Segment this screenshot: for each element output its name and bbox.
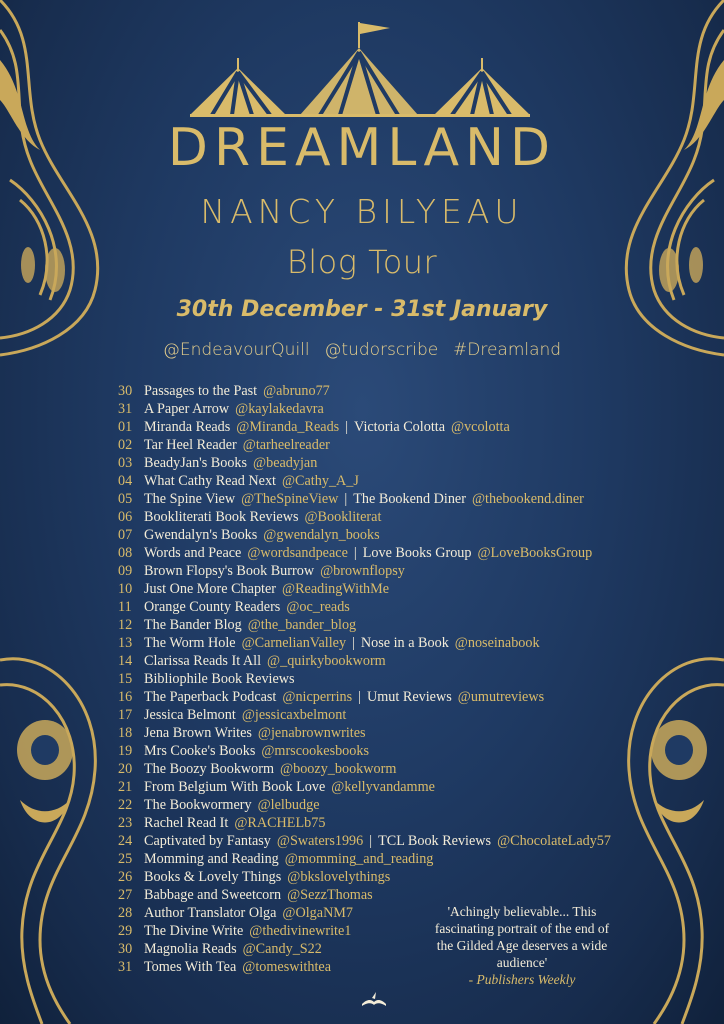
schedule-row [118,526,678,544]
schedule-row [118,850,678,868]
blog-name: The Spine View [144,491,236,507]
blog-handle: @boozy_bookworm [280,761,397,777]
schedule-day: 12 [118,617,133,633]
review-quote [432,903,612,988]
blog-handle: @mrscookesbooks [261,743,369,759]
schedule-day: 13 [118,635,133,651]
schedule-day: 09 [118,563,133,579]
schedule-day: 05 [118,491,133,507]
blog-handle: @oc_reads [286,599,350,615]
schedule-day: 28 [118,905,133,921]
blog-name: Bibliophile Book Reviews [144,671,295,687]
blog-handle: @lelbudge [257,797,320,813]
blog-name: What Cathy Read Next [144,473,276,489]
blog-name: The Bookend Diner [353,491,466,507]
blog-name: Gwendalyn's Books [144,527,258,543]
schedule-day: 20 [118,761,133,777]
schedule-day: 14 [118,653,133,669]
blog-name: BeadyJan's Books [144,455,248,471]
blog-handle: @Bookliterat [304,509,382,525]
schedule-row [118,670,678,688]
blog-handle: @LoveBooksGroup [477,545,593,561]
schedule-row [118,760,678,778]
blog-handle: @Swaters1996 [276,833,364,849]
schedule-row [118,688,678,706]
blog-name: The Worm Hole [144,635,236,651]
blog-name: Mrs Cooke's Books [144,743,256,759]
blog-name: Jena Brown Writes [144,725,252,741]
blog-handle: @wordsandpeace [247,545,348,561]
schedule-row [118,886,678,904]
schedule-day: 01 [118,419,133,435]
schedule-row [118,454,678,472]
schedule-row [118,652,678,670]
blog-handle: @kellyvandamme [331,779,435,795]
schedule-day: 06 [118,509,133,525]
schedule-day: 15 [118,671,133,687]
blog-handle: @jessicaxbelmont [241,707,347,723]
blog-handle: @OlgaNM7 [282,905,354,921]
schedule-day: 07 [118,527,133,543]
blog-handle: @ChocolateLady57 [497,833,611,849]
publisher-book-logo-icon [360,990,388,1008]
schedule-day: 21 [118,779,133,795]
schedule-day: 03 [118,455,133,471]
schedule-day: 04 [118,473,133,489]
schedule-day: 30 [118,383,133,399]
blog-handle: @abruno77 [263,383,330,399]
blog-handle: @CarnelianValley [241,635,347,651]
blog-name: Author Translator Olga [144,905,277,921]
schedule-row [118,562,678,580]
blog-handle: @RACHELb75 [234,815,326,831]
blog-name: Umut Reviews [367,689,452,705]
blog-name: The Divine Write [144,923,244,939]
blog-handle: @tarheelreader [242,437,330,453]
schedule-row [118,868,678,886]
schedule-day: 29 [118,923,133,939]
schedule-row [118,814,678,832]
blog-handle: @brownflopsy [320,563,405,579]
schedule-day: 18 [118,725,133,741]
blog-handle: @noseinabook [454,635,540,651]
blog-name: A Paper Arrow [144,401,230,417]
schedule-row [118,436,678,454]
blog-handle: @bkslovelythings [287,869,391,885]
blog-handle: @TheSpineView [241,491,339,507]
tour-dates: 30th December - 31st January [176,297,548,322]
schedule-row [118,400,678,418]
schedule-day: 17 [118,707,133,723]
schedule-day: 23 [118,815,133,831]
entry-separator: | [353,545,357,561]
blog-name: Babbage and Sweetcorn [144,887,282,903]
schedule-row [118,616,678,634]
blog-handle: @Candy_S22 [242,941,322,957]
blog-handle: @kaylakedavra [235,401,324,417]
schedule-row [118,472,678,490]
quote-source: - Publishers Weekly [468,972,576,987]
entry-separator: | [358,689,362,705]
blog-name: From Belgium With Book Love [144,779,326,795]
tour-label: Blog Tour [286,243,438,281]
schedule-row [118,796,678,814]
schedule-row [118,490,678,508]
schedule-day: 27 [118,887,133,903]
schedule-row [118,742,678,760]
blog-name: Tar Heel Reader [144,437,237,453]
circus-tent-icon [190,20,530,120]
blog-name: Orange County Readers [144,599,281,615]
schedule-row [118,418,678,436]
blog-handle: @SezzThomas [287,887,373,903]
blog-name: Books & Lovely Things [144,869,282,885]
blog-name: The Bander Blog [144,617,242,633]
blog-name: Just One More Chapter [144,581,276,597]
blog-name: Tomes With Tea [144,959,237,975]
blog-handle: @gwendalyn_books [263,527,380,543]
schedule-day: 02 [118,437,133,453]
blog-name: The Paperback Podcast [144,689,277,705]
blog-name: Bookliterati Book Reviews [144,509,299,525]
blog-name: Love Books Group [362,545,472,561]
schedule-day: 16 [118,689,133,705]
blog-name: TCL Book Reviews [378,833,492,849]
entry-separator: | [369,833,373,849]
blog-handle: @momming_and_reading [284,851,434,867]
blog-handle: @tomeswithtea [242,959,331,975]
blog-handle: @_quirkybookworm [267,653,386,669]
blog-handle: @vcolotta [451,419,510,435]
ornament-bottom-left [0,640,110,1024]
schedule-day: 30 [118,941,133,957]
author-name: NANCY BILYEAU [200,192,524,231]
blog-name: Rachel Read It [144,815,229,831]
schedule-row [118,580,678,598]
schedule-day: 31 [118,959,133,975]
book-title: DREAMLAND [167,118,557,178]
blog-handle: @Miranda_Reads [236,419,340,435]
entry-separator: | [352,635,355,651]
blog-name: Brown Flopsy's Book Burrow [144,563,315,579]
blog-name: The Bookwormery [144,797,252,813]
quote-text: 'Achingly believable... This fascinating portrait of the end of the Gilded Age deserves a wide audience' [434,904,610,970]
blog-name: Captivated by Fantasy [144,833,271,849]
schedule-day: 26 [118,869,133,885]
blog-handle: @nicperrins [282,689,353,705]
blog-name: Nose in a Book [360,635,449,651]
schedule-day: 24 [118,833,133,849]
schedule-day: 10 [118,581,133,597]
schedule-row [118,598,678,616]
blog-handle: @umutreviews [457,689,545,705]
schedule-day: 19 [118,743,133,759]
blog-handle: @ReadingWithMe [282,581,390,597]
schedule-day: 31 [118,401,133,417]
blog-name: Magnolia Reads [144,941,237,957]
blog-handle: @Cathy_A_J [281,473,359,489]
entry-separator: | [344,491,348,507]
schedule-day: 08 [118,545,133,561]
schedule-row [118,778,678,796]
blog-handle: @thedivinewrite1 [249,923,352,939]
schedule-row [118,832,678,850]
blog-name: Words and Peace [144,545,242,561]
blog-handle: @beadyjan [253,455,318,471]
schedule-row [118,706,678,724]
blog-handle: @thebookend.diner [471,491,584,507]
social-handles: @EndeavourQuill @tudorscribe #Dreamland [162,340,562,360]
blog-name: Jessica Belmont [144,707,236,723]
schedule-row [118,508,678,526]
schedule-day: 11 [118,599,132,615]
blog-name: Clarissa Reads It All [144,653,262,669]
schedule-day: 22 [118,797,133,813]
schedule-row [118,382,678,400]
schedule-row [118,634,678,652]
blog-name: Victoria Colotta [354,419,445,435]
blog-handle: @jenabrownwrites [257,725,366,741]
schedule-row [118,724,678,742]
tour-schedule [118,382,678,976]
schedule-row [118,544,678,562]
blog-name: The Boozy Bookworm [144,761,275,777]
blog-handle: @the_bander_blog [247,617,357,633]
blog-name: Passages to the Past [144,383,258,399]
schedule-day: 25 [118,851,133,867]
blog-name: Momming and Reading [144,851,279,867]
blog-name: Miranda Reads [144,419,231,435]
entry-separator: | [345,419,349,435]
